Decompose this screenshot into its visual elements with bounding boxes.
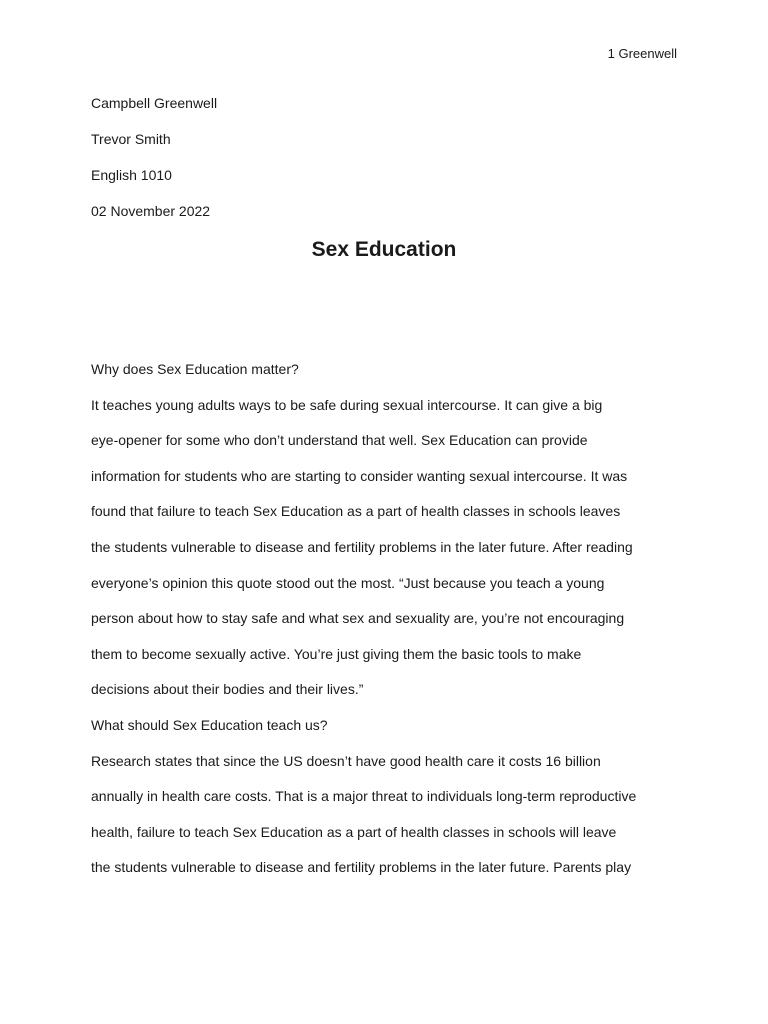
body-line: eye-opener for some who don’t understand that well. Sex Education can provide: [91, 432, 588, 449]
body-line: found that failure to teach Sex Education as a part of health classes in schools leaves: [91, 503, 621, 520]
body-line: everyone’s opinion this quote stood out the most. “Just because you teach a young: [91, 574, 605, 591]
body-line: them to become sexually active. You’re just giving them the basic tools to make: [91, 645, 582, 662]
body-line: annually in health care costs. That is a major threat to individuals long-term reproductive: [91, 788, 637, 805]
document-body: [91, 360, 691, 894]
body-line: What should Sex Education teach us?: [91, 716, 328, 733]
body-line: decisions about their bodies and their lives.”: [91, 681, 364, 698]
body-line: It teaches young adults ways to be safe during sexual intercourse. It can give a big: [91, 396, 603, 413]
body-line: the students vulnerable to disease and fertility problems in the later future. After reading: [91, 538, 633, 555]
body-line: Research states that since the US doesn’t have good health care it costs 16 billion: [91, 752, 601, 769]
body-line: the students vulnerable to disease and fertility problems in the later future. Parents play: [91, 859, 632, 876]
student-name: Campbell Greenwell: [91, 95, 218, 111]
page-header: 1 Greenwell: [607, 46, 677, 61]
document-title: Sex Education: [311, 238, 457, 261]
mla-heading: [91, 94, 217, 238]
instructor-name: Trevor Smith: [91, 131, 171, 147]
body-line: information for students who are starting to consider wanting sexual intercourse. It was: [91, 467, 628, 484]
course-name: English 1010: [91, 167, 172, 183]
body-line: Why does Sex Education matter?: [91, 361, 299, 377]
body-line: person about how to stay safe and what sex and sexuality are, you’re not encouraging: [91, 610, 625, 627]
body-line: health, failure to teach Sex Education as a part of health classes in schools will leave: [91, 823, 617, 840]
document-date: 02 November 2022: [91, 203, 211, 219]
